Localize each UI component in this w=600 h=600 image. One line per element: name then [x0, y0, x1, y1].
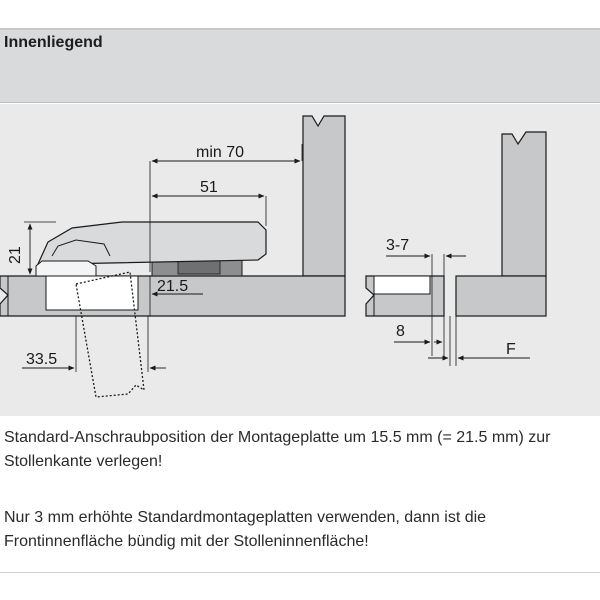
dimension-F-label: F: [506, 341, 516, 358]
dimension-8-label: 8: [396, 323, 405, 340]
note-offset-instruction: Standard-Anschraubposition der Montageplatte um 15.5 mm (= 21.5 mm) zur Stollenkante verlegen!: [4, 429, 551, 470]
right-stile: [502, 132, 546, 276]
dimension-21-5-label: 21.5: [157, 278, 189, 295]
right-carcass-panel: [456, 276, 546, 316]
section-header: [0, 30, 600, 103]
dimension-21-label: 21: [7, 246, 24, 264]
section-title: Innenliegend: [4, 34, 103, 51]
cabinet-stile: [303, 116, 345, 276]
dimension-33-5-label: 33.5: [26, 351, 58, 368]
bottom-rule: [0, 572, 600, 573]
left-drawing: [0, 116, 345, 397]
hinge-arm: [38, 222, 266, 264]
right-drawing: [366, 132, 546, 366]
hinge-cup: [36, 261, 96, 276]
technical-drawing: [0, 104, 600, 416]
dimension-3-7-label: 3-7: [386, 237, 410, 254]
dimension-51-label: 51: [200, 179, 218, 196]
note-plate-instruction: Nur 3 mm erhöhte Standardmontageplatten verwenden, dann ist die Frontinnenfläche bündig mit der Stolleninnenfläche!: [4, 509, 487, 550]
dimension-min70-label: min 70: [196, 144, 245, 161]
